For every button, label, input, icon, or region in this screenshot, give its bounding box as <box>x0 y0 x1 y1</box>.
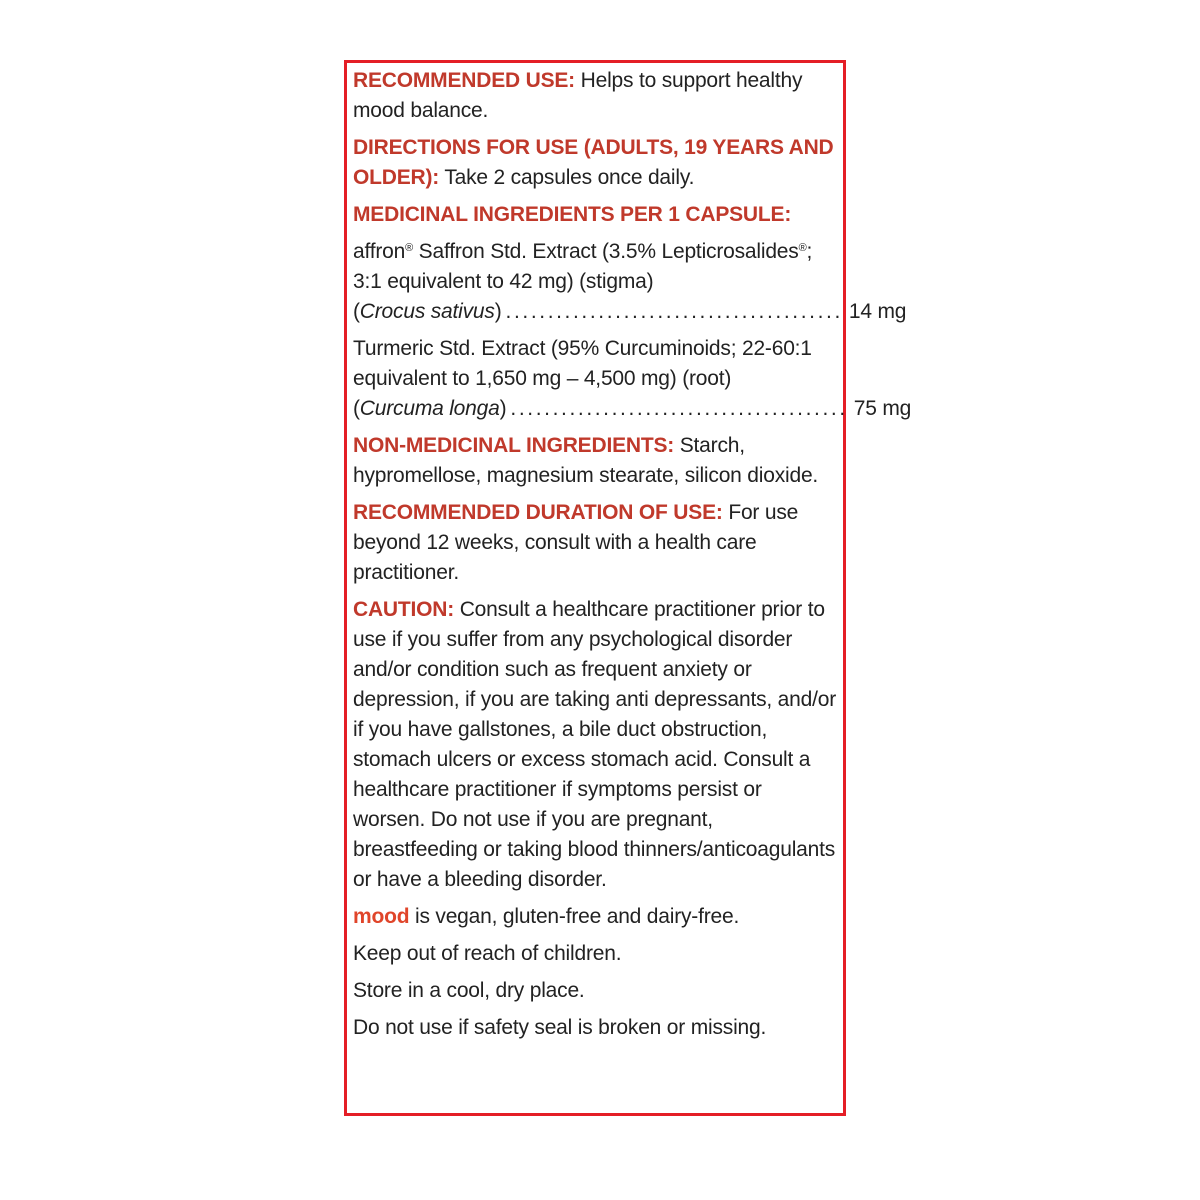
note-children: Keep out of reach of children. <box>353 942 622 965</box>
recommended-use-text: Helps to support healthy mood balance. <box>353 69 803 122</box>
directions-text: Take 2 capsules once daily. <box>439 166 695 189</box>
medicinal-ingredients-heading: MEDICINAL INGREDIENTS PER 1 CAPSULE: <box>353 203 792 226</box>
caution-section <box>353 595 839 895</box>
medicinal-heading-row <box>353 200 839 230</box>
latin-name: (Crocus sativus) <box>353 300 502 323</box>
registered-mark: ® <box>798 242 807 254</box>
ingredient-text: Saffron Std. Extract (3.5% Lepticrosalides <box>413 240 799 263</box>
brand-note-text: is vegan, gluten-free and dairy-free. <box>409 905 740 928</box>
recommended-use-heading: RECOMMENDED USE: <box>353 69 575 92</box>
ingredient-amount: 14 mg <box>848 300 907 323</box>
caution-heading: CAUTION: <box>353 598 455 621</box>
brand-note <box>353 902 839 932</box>
dot-leader: ........................................ <box>510 397 848 420</box>
dot-leader: ........................................ <box>505 300 843 323</box>
ingredient-line: Turmeric Std. Extract (95% Curcuminoids; 22-60:1 <box>353 337 812 360</box>
directions-section <box>353 133 839 193</box>
brand-name: mood <box>353 905 410 928</box>
caution-text: Consult a healthcare practitioner prior to use if you suffer from any psychological disorder and/or condition such as frequent anxiety or depression, if you are taking anti depressants, and/or if you have gallstones, a bile duct obstruction, stomach ulcers or excess stomach acid. Consult a healthcare practitioner if symptoms persist or worsen. Do not use if you are pregnant, breastfeeding or taking blood thinners/anticoagulants or have a bleeding disorder. <box>353 598 836 891</box>
non-medicinal-heading: NON-MEDICINAL INGREDIENTS: <box>353 434 675 457</box>
latin-name: (Curcuma longa) <box>353 397 507 420</box>
note-seal: Do not use if safety seal is broken or missing. <box>353 1016 767 1039</box>
ingredient-line: 3:1 equivalent to 42 mg) (stigma) <box>353 270 654 293</box>
product-label-panel <box>344 60 912 1116</box>
non-medicinal-text: Starch, hypromellose, magnesium stearate, silicon dioxide. <box>353 434 819 487</box>
label-content <box>353 66 912 1050</box>
non-medicinal-section <box>353 431 839 491</box>
ingredient-amount-row <box>353 394 912 424</box>
ingredient-text: ; <box>806 240 813 263</box>
registered-mark: ® <box>405 242 414 254</box>
ingredient-saffron <box>353 237 907 327</box>
duration-text: For use beyond 12 weeks, consult with a health care practitioner. <box>353 501 799 584</box>
duration-section <box>353 498 839 588</box>
ingredient-line <box>353 237 839 267</box>
ingredient-text: affron <box>353 240 406 263</box>
ingredient-line: equivalent to 1,650 mg – 4,500 mg) (root) <box>353 367 732 390</box>
note-storage: Store in a cool, dry place. <box>353 979 585 1002</box>
ingredient-amount-row <box>353 297 907 327</box>
ingredient-turmeric <box>353 334 912 424</box>
duration-heading: RECOMMENDED DURATION OF USE: <box>353 501 723 524</box>
recommended-use-section <box>353 66 839 126</box>
directions-heading: DIRECTIONS FOR USE (ADULTS, 19 YEARS AND OLDER): <box>353 136 834 189</box>
ingredient-amount: 75 mg <box>853 397 912 420</box>
